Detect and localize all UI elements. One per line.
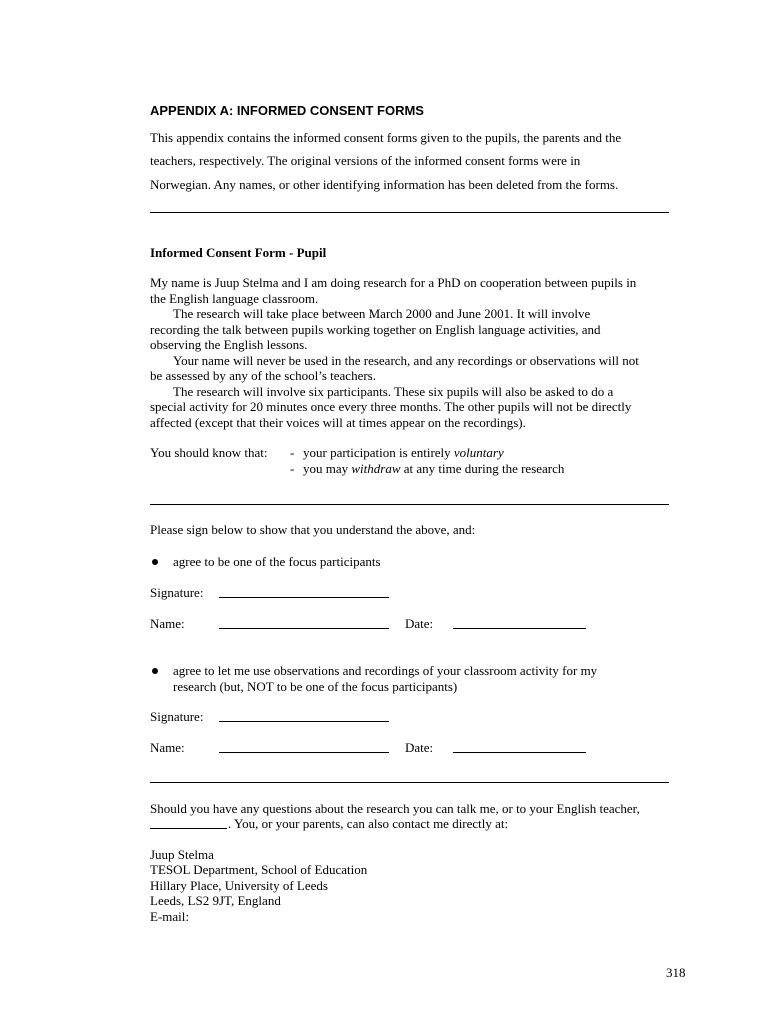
- contact-address-1: Hillary Place, University of Leeds: [150, 878, 328, 893]
- bullet-icon: [152, 559, 158, 565]
- signature-label-1: Signature:: [150, 585, 204, 600]
- body-line-10: affected (except that their voices will at times appear on the recordings).: [150, 415, 526, 430]
- name-label-2: Name:: [150, 740, 185, 755]
- form-title: Informed Consent Form - Pupil: [150, 245, 327, 260]
- questions-line-1: Should you have any questions about the research you can talk me, or to your English teacher,: [150, 801, 640, 816]
- know-item-2-emphasis: withdraw: [351, 461, 401, 476]
- divider-line-2: [150, 504, 669, 505]
- contact-name: Juup Stelma: [150, 847, 214, 862]
- signature-label-2: Signature:: [150, 709, 204, 724]
- body-line-7: be assessed by any of the school’s teachers.: [150, 368, 376, 383]
- body-line-1: My name is Juup Stelma and I am doing research for a PhD on cooperation between pupils in: [150, 275, 637, 290]
- know-dash-2: -: [290, 461, 295, 476]
- option-focus-participant: agree to be one of the focus participants: [173, 554, 381, 569]
- body-line-9: special activity for 20 minutes once every three months. The other pupils will not be directly: [150, 399, 632, 414]
- know-lead: You should know that:: [150, 445, 268, 460]
- signature-field-1[interactable]: [219, 586, 389, 598]
- option-observations-line-1: agree to let me use observations and recordings of your classroom activity for my: [173, 663, 598, 678]
- bullet-icon: [152, 668, 158, 674]
- page-number: 318: [666, 965, 686, 980]
- name-field-1[interactable]: [219, 617, 389, 629]
- know-item-2-text: you may: [303, 461, 352, 476]
- know-item-1: [303, 445, 504, 461]
- contact-address-2: Leeds, LS2 9JT, England: [150, 893, 281, 908]
- divider-line-3: [150, 782, 669, 783]
- teacher-name-blank[interactable]: [150, 817, 227, 829]
- page-heading: APPENDIX A: INFORMED CONSENT FORMS: [150, 103, 424, 118]
- sign-intro: Please sign below to show that you understand the above, and:: [150, 522, 476, 537]
- body-line-3: The research will take place between March 2000 and June 2001. It will involve: [173, 306, 591, 321]
- know-item-2-tail: at any time during the research: [400, 461, 565, 476]
- body-line-6: Your name will never be used in the research, and any recordings or observations will not: [173, 353, 639, 368]
- date-field-1[interactable]: [453, 617, 586, 629]
- body-line-8: The research will involve six participants. These six pupils will also be asked to do a: [173, 384, 614, 399]
- body-line-2: the English language classroom.: [150, 291, 319, 306]
- body-line-5: observing the English lessons.: [150, 337, 308, 352]
- intro-line-1: This appendix contains the informed consent forms given to the pupils, the parents and the: [150, 130, 622, 145]
- date-field-2[interactable]: [453, 741, 586, 753]
- intro-line-3: Norwegian. Any names, or other identifying information has been deleted from the forms.: [150, 177, 619, 192]
- know-item-2: [303, 461, 564, 477]
- date-label-2: Date:: [405, 740, 434, 755]
- contact-email-label: E-mail:: [150, 909, 189, 924]
- option-observations-line-2: research (but, NOT to be one of the focus participants): [173, 679, 458, 694]
- date-label-1: Date:: [405, 616, 434, 631]
- know-item-1-text: your participation is entirely: [303, 445, 454, 460]
- divider-line-1: [150, 212, 669, 213]
- intro-line-2: teachers, respectively. The original versions of the informed consent forms were in: [150, 153, 581, 168]
- contact-department: TESOL Department, School of Education: [150, 862, 368, 877]
- signature-field-2[interactable]: [219, 710, 389, 722]
- name-field-2[interactable]: [219, 741, 389, 753]
- know-dash-1: -: [290, 445, 295, 460]
- know-item-1-emphasis: voluntary: [453, 445, 504, 460]
- questions-line-2: . You, or your parents, can also contact me directly at:: [228, 816, 509, 831]
- body-line-4: recording the talk between pupils working together on English language activities, and: [150, 322, 601, 337]
- name-label-1: Name:: [150, 616, 185, 631]
